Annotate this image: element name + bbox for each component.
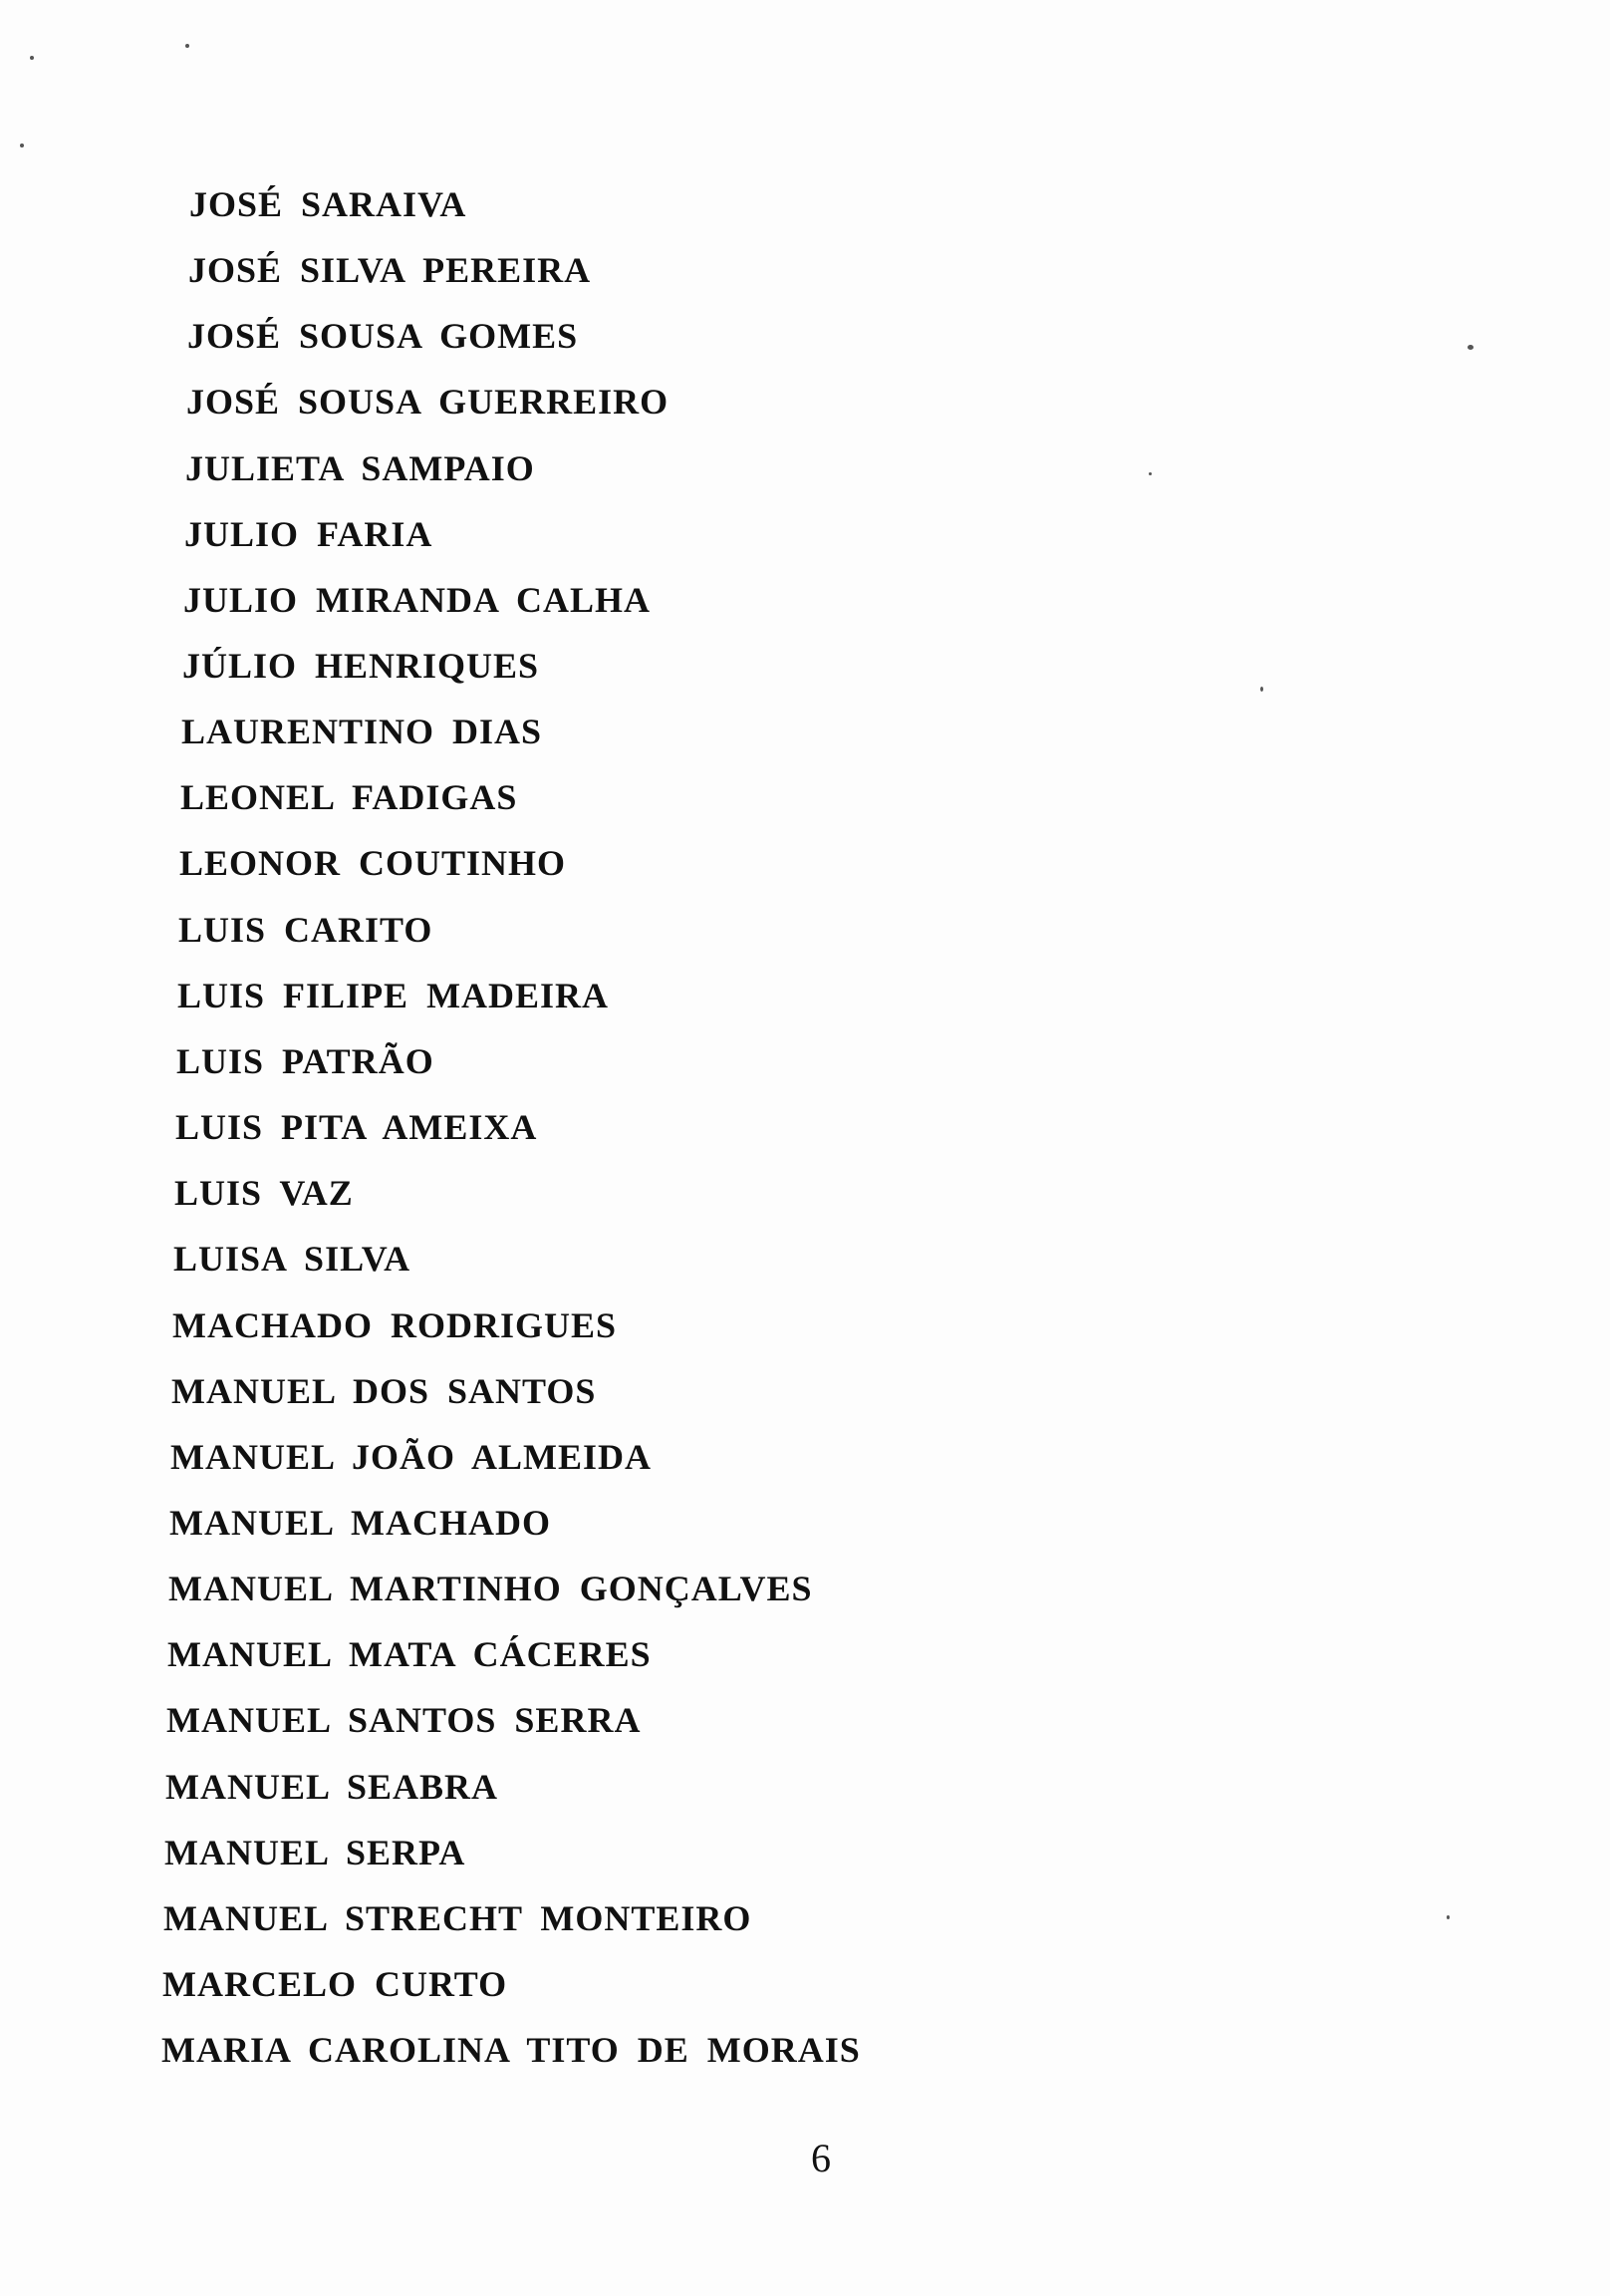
name-entry: JULIETA SAMPAIO — [185, 448, 535, 488]
name-entry: MANUEL SANTOS SERRA — [166, 1700, 642, 1740]
name-entry: JULIO FARIA — [184, 514, 433, 554]
name-entry: LUIS PATRÃO — [176, 1041, 434, 1081]
name-entry: MANUEL MATA CÁCERES — [167, 1634, 652, 1674]
scan-speck — [1468, 345, 1474, 350]
name-entry: LUISA SILVA — [173, 1239, 411, 1279]
page-number: 6 — [811, 2136, 831, 2180]
scan-speck — [20, 144, 24, 147]
name-entry: LUIS VAZ — [174, 1173, 354, 1213]
name-entry: JOSÉ SILVA PEREIRA — [188, 250, 592, 290]
name-entry: MANUEL STRECHT MONTEIRO — [163, 1898, 752, 1938]
name-entry: LEONOR COUTINHO — [179, 843, 567, 883]
name-entry: MARCELO CURTO — [162, 1964, 508, 2004]
name-entry: JULIO MIRANDA CALHA — [183, 580, 652, 620]
scan-speck — [1447, 1915, 1450, 1919]
scan-speck — [30, 56, 34, 60]
scan-speck — [1260, 687, 1263, 692]
name-entry: LUIS CARITO — [178, 910, 433, 950]
name-entry: LUIS PITA AMEIXA — [175, 1107, 538, 1147]
name-entry: JÚLIO HENRIQUES — [182, 646, 540, 686]
name-entry: MANUEL JOÃO ALMEIDA — [170, 1437, 653, 1477]
name-entry: MANUEL SERPA — [164, 1833, 466, 1872]
name-entry: JOSÉ SOUSA GUERREIRO — [186, 382, 670, 422]
name-entry: MANUEL DOS SANTOS — [171, 1371, 597, 1411]
name-entry: MARIA CAROLINA TITO DE MORAIS — [161, 2030, 861, 2070]
name-entry: MACHADO RODRIGUES — [172, 1305, 618, 1345]
name-entry: MANUEL SEABRA — [165, 1767, 499, 1807]
name-entry: JOSÉ SARAIVA — [189, 184, 467, 224]
scan-speck — [1149, 472, 1152, 475]
name-entry: LEONEL FADIGAS — [180, 777, 518, 817]
name-entry: LAURENTINO DIAS — [181, 712, 543, 751]
scan-speck — [185, 44, 189, 48]
name-entry: LUIS FILIPE MADEIRA — [177, 976, 610, 1015]
name-entry: MANUEL MARTINHO GONÇALVES — [168, 1569, 813, 1608]
name-entry: MANUEL MACHADO — [169, 1503, 551, 1543]
name-entry: JOSÉ SOUSA GOMES — [187, 316, 579, 356]
